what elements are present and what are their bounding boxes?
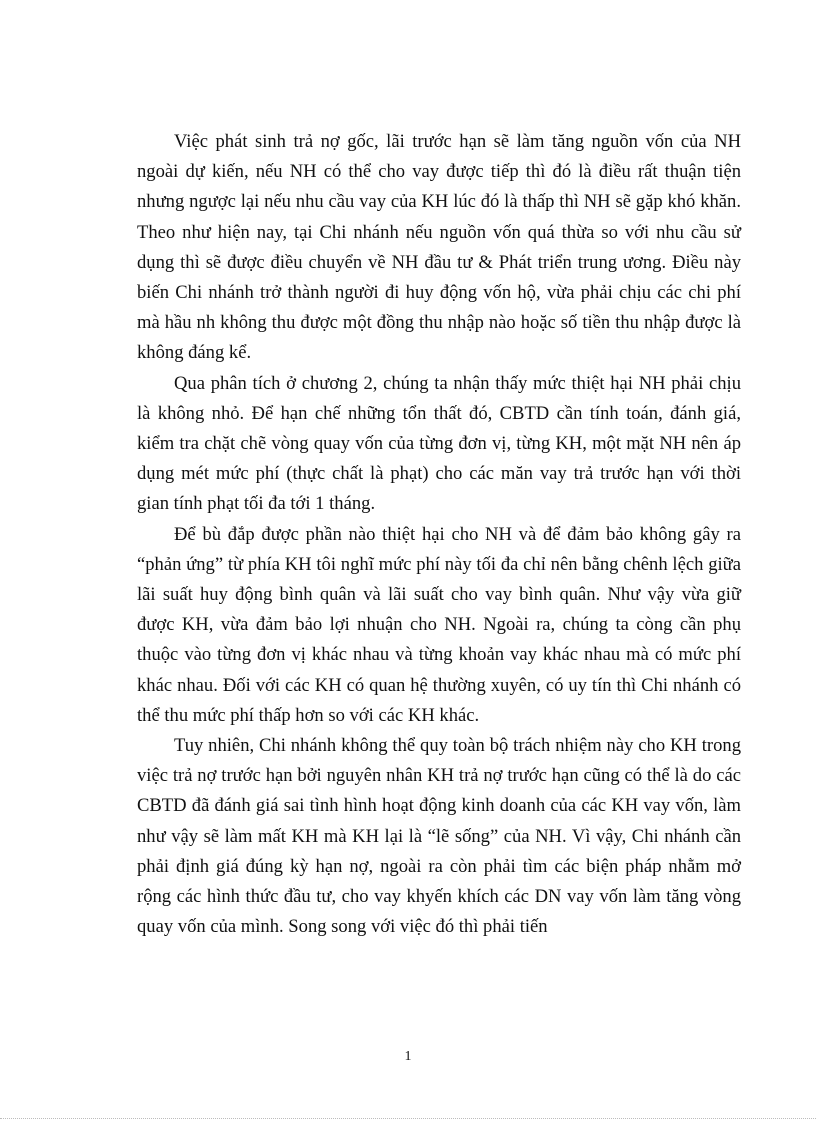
- page-number: 1: [404, 1049, 412, 1064]
- page-bottom-divider: [0, 1118, 816, 1119]
- paragraph-1: Việc phát sinh trả nợ gốc, lãi trước hạn sẽ làm tăng nguồn vốn của NH ngoài dự kiến, nếu NH có thể cho vay được tiếp thì đó là điều rất thuận tiện nhưng ngược lại nếu nhu cầu vay của KH lúc đó là thấp thì NH sẽ gặp khó khăn. Theo như hiện nay, tại Chi nhánh nếu nguồn vốn quá thừa so với nhu cầu sử dụng thì sẽ được điều chuyển về NH đầu tư & Phát triển trung ương. Điều này biến Chi nhánh trở thành người đi huy động vốn hộ, vừa phải chịu các chi phí mà hầu nh không thu được một đồng thu nhập nào hoặc số tiền thu nhập được là không đáng kể.: [137, 131, 741, 364]
- body-text: [137, 127, 741, 942]
- paragraph-4: Tuy nhiên, Chi nhánh không thể quy toàn bộ trách nhiệm này cho KH trong việc trả nợ trước hạn bởi nguyên nhân KH trả nợ trước hạn cũng có thể là do các CBTD đã đánh giá sai tình hình hoạt động kinh doanh của các KH vay vốn, làm như vậy sẽ làm mất KH mà KH lại là “lẽ sống” của NH. Vì vậy, Chi nhánh cần phải định giá đúng kỳ hạn nợ, ngoài ra còn phải tìm các biện pháp nhằm mở rộng các hình thức đầu tư, cho vay khyến khích các DN vay vốn làm tăng vòng quay vốn của mình. Song song với việc đó thì phải tiến: [137, 735, 741, 938]
- paragraph-3: Để bù đắp được phần nào thiệt hại cho NH và để đảm bảo không gây ra “phản ứng” từ phía KH tôi nghĩ mức phí này tối đa chỉ nên bằng chênh lệch giữa lãi suất huy động bình quân và lãi suất cho vay bình quân. Như vậy vừa giữ được KH, vừa đảm bảo lợi nhuận cho NH. Ngoài ra, chúng ta còng cần phụ thuộc vào từng đơn vị khác nhau và từng khoản vay khác nhau mà có mức phí khác nhau. Đối với các KH có quan hệ thường xuyên, có uy tín thì Chi nhánh có thể thu mức phí thấp hơn so với các KH khác.: [137, 523, 741, 726]
- paragraph-2: Qua phân tích ở chương 2, chúng ta nhận thấy mức thiệt hại NH phải chịu là không nhỏ. Để hạn chế những tổn thất đó, CBTD cần tính toán, đánh giá, kiểm tra chặt chẽ vòng quay vốn của từng đơn vị, từng KH, một mặt NH nên áp dụng mét mức phí (thực chất là phạt) cho các măn vay trả trước hạn với thời gian tính phạt tối đa tới 1 tháng.: [137, 372, 741, 515]
